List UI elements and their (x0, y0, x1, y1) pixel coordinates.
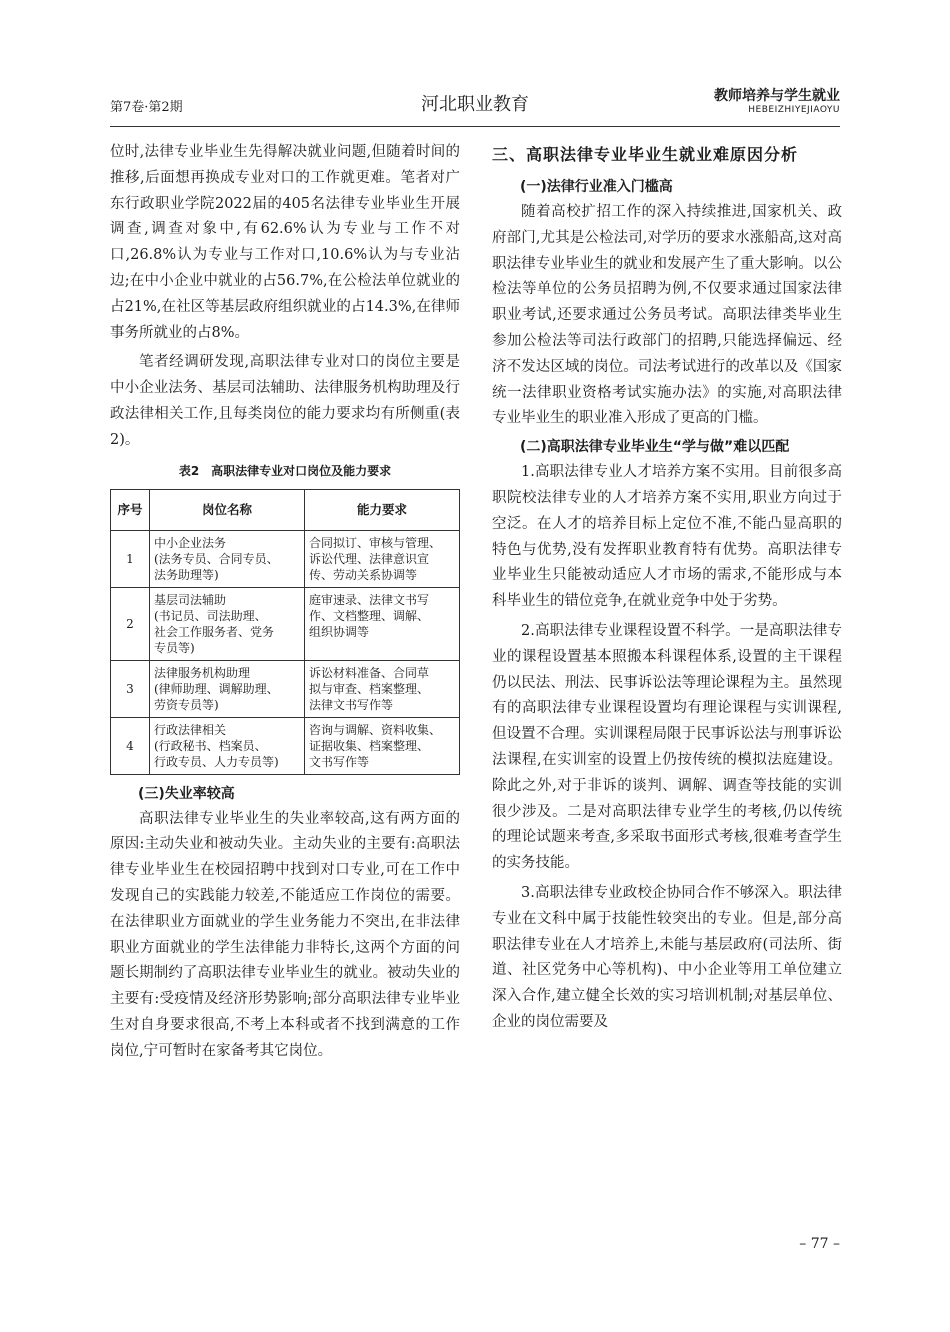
subsection-title: (三)失业率较高 (138, 785, 235, 802)
requirement-line: 法律文书写作等 (309, 697, 394, 712)
post-line: 行政法律相关 (154, 722, 227, 737)
requirement-line: 庭审速录、法律文书写 (309, 592, 430, 607)
requirement-line: 证据收集、档案整理、 (309, 738, 430, 753)
post-cell (150, 717, 305, 774)
post-line: 法律服务机构助理 (154, 665, 251, 680)
requirement-line: 咨询与调解、资料收集、 (309, 722, 442, 737)
post-line: (律师助理、调解助理、 (154, 681, 279, 696)
requirement-cell (305, 660, 460, 717)
section-label-en: HEBEIZHIYEJIAOYU (748, 105, 840, 115)
page-header (110, 82, 840, 122)
row-number: 2 (111, 587, 150, 660)
post-line: 中小企业法务 (154, 535, 227, 550)
requirement-line: 文书写作等 (309, 754, 370, 769)
post-line: (法务专员、合同专员、 (154, 551, 279, 566)
section-label-cn: 教师培养与学生就业 (714, 88, 840, 104)
post-line: 劳资专员等) (154, 697, 219, 712)
col-header-requirements: 能力要求 (305, 489, 460, 530)
requirement-line: 作、文档整理、调解、 (309, 608, 430, 623)
requirement-line: 合同拟订、审核与管理、 (309, 535, 442, 550)
subsection-title: (二)高职法律专业毕业生“学与做”难以匹配 (520, 439, 790, 456)
left-column (110, 140, 460, 1065)
requirement-cell (305, 587, 460, 660)
requirement-cell (305, 717, 460, 774)
post-line: 专员等) (154, 640, 195, 655)
right-column (492, 140, 842, 1036)
post-cell (150, 587, 305, 660)
requirement-line: 诉讼材料准备、合同草 (309, 665, 430, 680)
section-label (714, 85, 840, 115)
post-line: (书记员、司法助理、 (154, 608, 267, 623)
row-number: 1 (111, 530, 150, 587)
volume-issue: 第7卷·第2期 (110, 100, 183, 115)
paragraph: 位时,法律专业毕业生先得解决就业问题,但随着时间的推移,后面想再换成专业对口的工作就更难。笔者对广东行政职业学院2022届的405名法律专业毕业生开展调查,调查对象中,有62.6%认为专业与工作不对口,26.8%认为专业与工作对口,10.6%认为与专业沾边;在中小企业中就业的占56.7%,在公检法单位就业的占21%,在社区等基层政府组织就业的占14.3%,在律师事务所就业的占8%。 (110, 144, 460, 341)
jobs-table (110, 489, 460, 775)
table-row (111, 660, 460, 717)
header-rule (110, 126, 840, 127)
section-title: 三、高职法律专业毕业生就业难原因分析 (492, 145, 799, 164)
paragraph: 笔者经调研发现,高职法律专业对口的岗位主要是中小企业法务、基层司法辅助、法律服务机构助理及行政法律相关工作,且每类岗位的能力要求均有所侧重(表2)。 (110, 354, 460, 448)
table-header-row (111, 489, 460, 530)
page-number: – 77 – (799, 1236, 840, 1252)
row-number: 3 (111, 660, 150, 717)
journal-title: 河北职业教育 (421, 94, 529, 115)
post-cell (150, 530, 305, 587)
requirement-line: 拟与审查、档案整理、 (309, 681, 430, 696)
table-row (111, 587, 460, 660)
paragraph: 1.高职法律专业人才培养方案不实用。目前很多高职院校法律专业的人才培养方案不实用,职业方向过于空泛。在人才的培养目标上定位不准,不能凸显高职的特色与优势,没有发挥职业教育特有优势。高职法律专业毕业生只能被动适应人才市场的需求,不能形成与本科毕业生的错位竞争,在就业竞争中处于劣势。 (492, 464, 842, 610)
paragraph: 2.高职法律专业课程设置不科学。一是高职法律专业的课程设置基本照搬本科课程体系,设置的主干课程仍以民法、刑法、民事诉讼法等理论课程为主。虽然现有的高职法律专业课程设置均有理论课程与实训课程,但设置不合理。实训课程局限于民事诉讼法与刑事诉讼法课程,在实训室的设置上仍按传统的模拟法庭建设。除此之外,对于非诉的谈判、调解、调查等技能的实训很少涉及。二是对高职法律专业学生的考核,仍以传统的理论试题来考查,多采取书面形式考核,很难考查学生的实务技能。 (492, 622, 842, 872)
post-line: 基层司法辅助 (154, 592, 227, 607)
requirement-line: 组织协调等 (309, 624, 370, 639)
col-header-post: 岗位名称 (150, 489, 305, 530)
table-row (111, 530, 460, 587)
requirement-line: 诉讼代理、法律意识宣 (309, 551, 430, 566)
requirement-line: 传、劳动关系协调等 (309, 567, 418, 582)
paragraph: 随着高校扩招工作的深入持续推进,国家机关、政府部门,尤其是公检法司,对学历的要求水涨船高,这对高职法律专业毕业生的就业和发展产生了重大影响。以公检法等单位的公务员招聘为例,不仅要求通过国家法律职业考试,还要求通过公务员考试。高职法律类毕业生参加公检法等司法行政部门的招聘,只能选择偏远、经济不发达区域的岗位。司法考试进行的改革以及《国家统一法律职业资格考试实施办法》的实施,对高职法律专业毕业生的职业准入形成了更高的门槛。 (492, 204, 842, 427)
post-cell (150, 660, 305, 717)
post-line: 法务助理等) (154, 567, 219, 582)
col-header-number: 序号 (111, 489, 150, 530)
subsection-title: (一)法律行业准入门槛高 (520, 179, 673, 195)
post-line: 行政专员、人力专员等) (154, 754, 279, 769)
post-line: 社会工作服务者、党务 (154, 624, 275, 639)
post-line: (行政秘书、档案员、 (154, 738, 267, 753)
table-caption: 表2 高职法律专业对口岗位及能力要求 (178, 463, 392, 478)
paragraph: 3.高职法律专业政校企协同合作不够深入。职法律专业在文科中属于技能性较突出的专业。但是,部分高职法律专业在人才培养上,未能与基层政府(司法所、街道、社区党务中心等机构)、中小企业等用工单位建立深入合作,建立健全长效的实习培训机制;对基层单位、企业的岗位需要及 (492, 884, 842, 1030)
table-row (111, 717, 460, 774)
requirement-cell (305, 530, 460, 587)
row-number: 4 (111, 717, 150, 774)
paragraph: 高职法律专业毕业生的失业率较高,这有两方面的原因:主动失业和被动失业。主动失业的主要有:高职法律专业毕业生在校园招聘中找到对口专业,可在工作中发现自己的实践能力较差,不能适应工作岗位的需要。在法律职业方面就业的学生业务能力不突出,在非法律职业方面就业的学生法律能力非特长,这两个方面的问题长期制约了高职法律专业毕业生的就业。被动失业的主要有:受疫情及经济形势影响;部分高职法律专业毕业生对自身要求很高,不考上本科或者不找到满意的工作岗位,宁可暂时在家备考其它岗位。 (110, 810, 460, 1059)
